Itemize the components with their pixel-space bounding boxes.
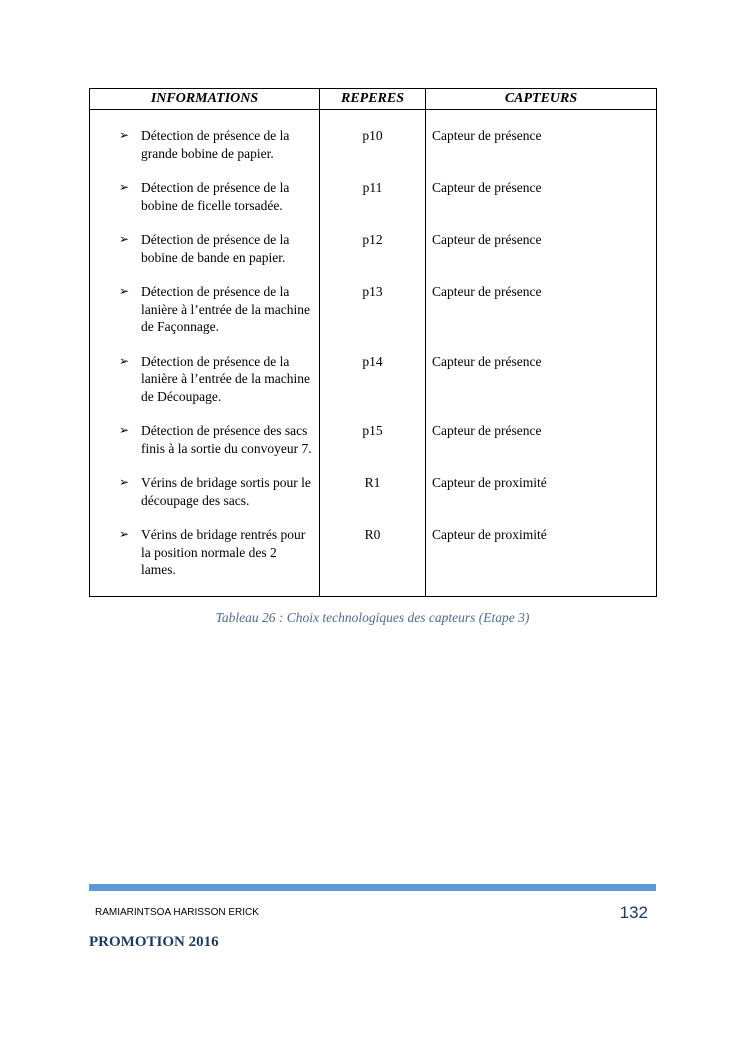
- table-body: [90, 110, 657, 597]
- table-caption: Tableau 26 : Choix technologiques des capteurs (Etape 3): [215, 610, 530, 625]
- info-text: Détection de présence de la bobine de bande en papier.: [141, 232, 290, 265]
- info-text: Détection de présence de la bobine de ficelle torsadée.: [141, 180, 290, 213]
- info-text: Détection de présence des sacs finis à la sortie du convoyeur 7.: [141, 423, 312, 456]
- capteur-cell: Capteur de présence: [426, 283, 657, 353]
- capteur-cell: Capteur de présence: [426, 353, 657, 423]
- arrow-bullet-icon: ➢: [119, 353, 130, 368]
- info-cell: [90, 474, 320, 526]
- header-informations: INFORMATIONS: [90, 89, 320, 110]
- info-cell: [90, 110, 320, 180]
- table-row: [90, 526, 657, 596]
- info-text: Détection de présence de la grande bobine de papier.: [141, 128, 290, 161]
- info-cell: [90, 422, 320, 474]
- capteur-cell: Capteur de proximité: [426, 474, 657, 526]
- info-cell: [90, 283, 320, 353]
- repere-cell: R1: [320, 474, 426, 526]
- info-text: Vérins de bridage rentrés pour la position normale des 2 lames.: [141, 527, 306, 577]
- info-cell: [90, 353, 320, 423]
- capteur-cell: Capteur de présence: [426, 422, 657, 474]
- repere-cell: p12: [320, 231, 426, 283]
- arrow-bullet-icon: ➢: [119, 423, 130, 437]
- info-text: Détection de présence de la lanière à l’entrée de la machine de Découpage.: [141, 353, 311, 404]
- arrow-bullet-icon: ➢: [119, 180, 130, 194]
- info-text: Vérins de bridage sortis pour le découpage des sacs.: [141, 475, 311, 508]
- arrow-bullet-icon: ➢: [119, 475, 130, 489]
- sensors-table: [89, 88, 657, 597]
- table-row: [90, 353, 657, 423]
- repere-cell: p13: [320, 283, 426, 353]
- info-cell: [90, 231, 320, 283]
- footer-promotion: PROMOTION 2016: [89, 934, 219, 950]
- repere-cell: p11: [320, 179, 426, 231]
- header-reperes: REPERES: [320, 89, 426, 110]
- repere-cell: R0: [320, 526, 426, 596]
- repere-cell: p10: [320, 110, 426, 180]
- arrow-bullet-icon: ➢: [119, 232, 130, 246]
- info-cell: [90, 179, 320, 231]
- table-row: [90, 422, 657, 474]
- capteur-cell: Capteur de présence: [426, 110, 657, 180]
- table-row: [90, 283, 657, 353]
- footer-divider: [89, 884, 656, 891]
- arrow-bullet-icon: ➢: [119, 128, 130, 142]
- page-number: 132: [619, 903, 648, 922]
- capteur-cell: Capteur de présence: [426, 179, 657, 231]
- table-row: [90, 179, 657, 231]
- table-row: [90, 474, 657, 526]
- info-text: Détection de présence de la lanière à l’entrée de la machine de Façonnage.: [141, 284, 311, 334]
- info-cell: [90, 526, 320, 596]
- arrow-bullet-icon: ➢: [119, 527, 130, 541]
- table-header-row: [90, 89, 657, 110]
- header-capteurs: CAPTEURS: [426, 89, 657, 110]
- arrow-bullet-icon: ➢: [119, 284, 130, 298]
- table-row: [90, 231, 657, 283]
- capteur-cell: Capteur de proximité: [426, 526, 657, 596]
- repere-cell: p14: [320, 353, 426, 423]
- table-row: [90, 110, 657, 180]
- capteur-cell: Capteur de présence: [426, 231, 657, 283]
- footer-author: RAMIARINTSOA HARISSON ERICK: [95, 907, 259, 918]
- repere-cell: p15: [320, 422, 426, 474]
